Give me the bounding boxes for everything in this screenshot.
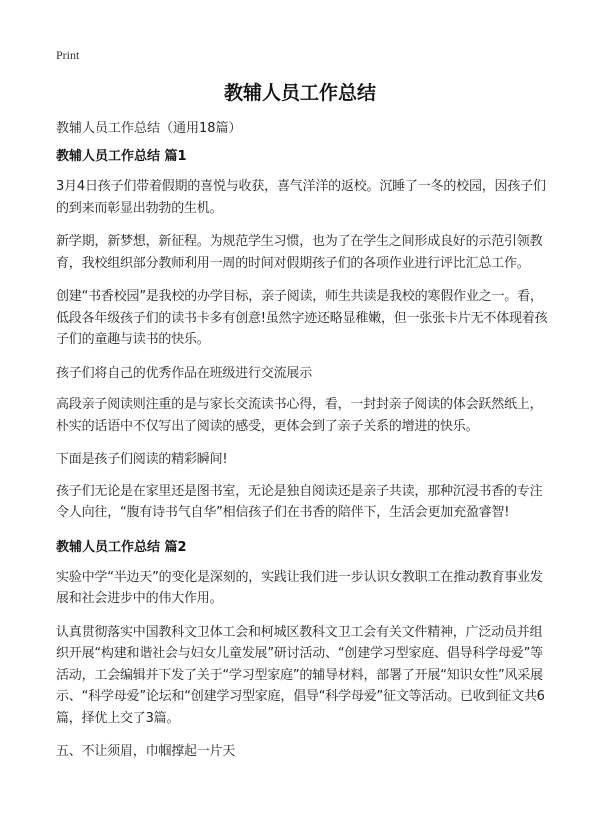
paragraph: 高段亲子阅读则注重的是与家长交流读书心得，看，一封封亲子阅读的体会跃然纸上，朴实的话语中不仅写出了阅读的感受，更体会到了亲子关系的增进的快乐。: [56, 397, 543, 434]
document-title: 教辅人员工作总结: [223, 82, 376, 104]
paragraph: 新学期，新梦想，新征程。为规范学生习惯，也为了在学生之间形成良好的示范引领教育，我校组织部分教师利用一周的时间对假期孩子们的各项作业进行评比汇总工作。: [56, 234, 543, 271]
paragraph: 实验中学“半边天”的变化是深刻的，实践让我们进一步认识女教职工在推动教育事业发展和社会进步中的伟大作用。: [56, 569, 543, 606]
section-heading: 教辅人员工作总结 篇2: [56, 539, 187, 555]
paragraph: 3月4日孩子们带着假期的喜悦与收获，喜气洋洋的返校。沉睡了一冬的校园，因孩子们的到来而彰显出勃勃的生机。: [56, 179, 546, 216]
print-link[interactable]: Print: [56, 48, 80, 62]
paragraph: 孩子们将自己的优秀作品在班级进行交流展示: [56, 365, 313, 381]
document-body: [56, 147, 550, 775]
section-2: [56, 538, 550, 763]
paragraph: 五、不让须眉，巾帼撑起一片天: [56, 744, 236, 759]
paragraph: 孩子们无论是在家里还是图书室，无论是独自阅读还是亲子共读，那种沉浸书香的专注令人向往，“腹有诗书气自华”相信孩子们在书香的陪伴下，生活会更加充盈睿智!: [56, 483, 543, 520]
section-1: [56, 147, 550, 524]
paragraph: 创建“书香校园”是我校的办学目标，亲子阅读，师生共读是我校的寒假作业之一。看，低段各年级孩子们的读书卡多有创意!虽然字迹还略显稚嫩，但一张张卡片无不体现着孩子们的童趣与读书的快乐。: [56, 289, 548, 347]
paragraph: 认真贯彻落实中国教科文卫体工会和柯城区教科文卫工会有关文件精神，广泛动员并组织开展“构建和谐社会与妇女儿童发展”研讨活动、“创建学习型家庭、倡导科学母爱”等活动，工会编辑并下发了关于“学习型家庭”的辅导材料，部署了开展“知识女性”风采展示、“科学母爱”论坛和“创建学习型家庭，倡导“科学母爱”征文等活动。已收到征文共6篇，择优上交了3篇。: [56, 624, 545, 726]
paragraph: 下面是孩子们阅读的精彩瞬间!: [56, 452, 228, 467]
document-subtitle: 教辅人员工作总结（通用18篇）: [56, 121, 242, 136]
section-heading: 教辅人员工作总结 篇1: [56, 149, 187, 164]
